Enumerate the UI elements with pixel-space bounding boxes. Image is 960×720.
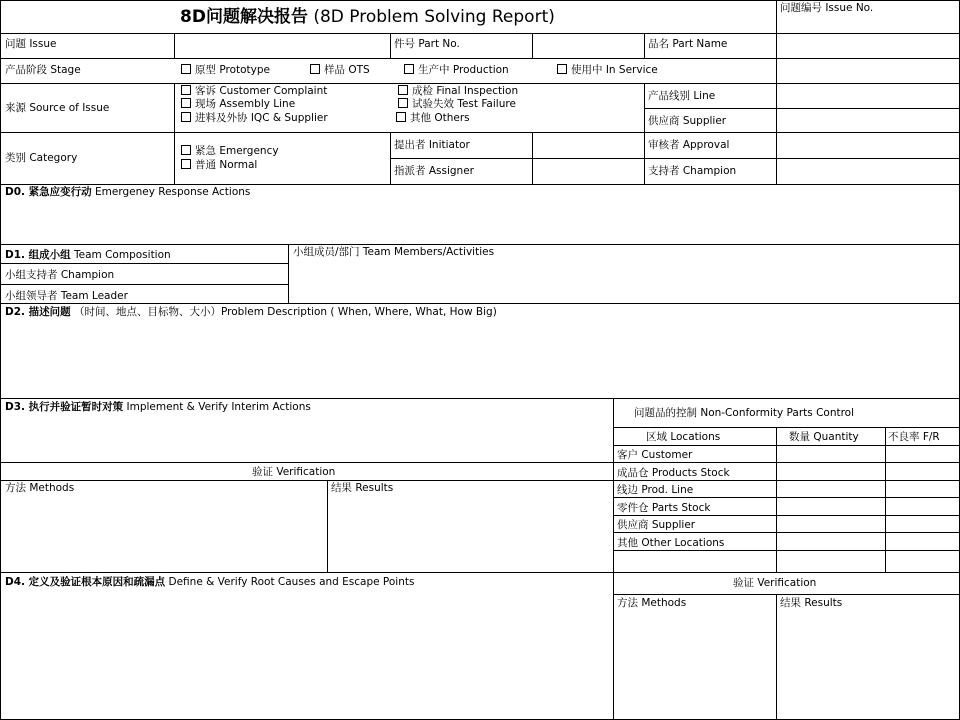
stage-option-label: 使用中 In Service bbox=[571, 64, 658, 76]
d0-heading-english: Emergeney Response Actions bbox=[95, 186, 251, 198]
rule bbox=[613, 594, 960, 595]
d1-heading-bold: D1. 组成小组 bbox=[5, 249, 71, 261]
location-row-label: 客户 Customer bbox=[617, 449, 693, 461]
supplier-field[interactable] bbox=[777, 109, 959, 132]
col-fr-header: 不良率 F/R bbox=[888, 431, 940, 443]
d3-methods-area[interactable] bbox=[1, 496, 327, 572]
d4-results-area[interactable] bbox=[777, 611, 959, 719]
rule bbox=[0, 244, 960, 245]
source-option-final-inspection[interactable] bbox=[398, 85, 518, 98]
location-row-label: 供应商 Supplier bbox=[617, 519, 696, 531]
d4-heading-bold: D4. 定义及验证根本原因和疏漏点 bbox=[5, 576, 166, 588]
source-option-label: 现场 Assembly Line bbox=[195, 98, 296, 110]
d3-heading bbox=[5, 401, 311, 414]
rule bbox=[0, 462, 613, 463]
category-option-emergency[interactable] bbox=[181, 145, 279, 158]
rule bbox=[613, 445, 960, 446]
rule bbox=[885, 427, 886, 572]
stage-option-prototype[interactable] bbox=[181, 64, 270, 77]
d4-content-area[interactable] bbox=[1, 590, 613, 719]
checkbox-icon bbox=[181, 64, 191, 74]
stage-option-label: 生产中 Production bbox=[418, 64, 509, 76]
team-champion-label: 小组支持者 Champion bbox=[5, 269, 115, 281]
team-leader-label: 小组领导者 Team Leader bbox=[5, 290, 128, 302]
part-name-label: 品名 Part Name bbox=[648, 38, 728, 50]
rule bbox=[0, 184, 960, 185]
d3-heading-bold: D3. 执行并验证暂时对策 bbox=[5, 401, 124, 413]
rule bbox=[0, 58, 960, 59]
source-option-customer-complaint[interactable] bbox=[181, 85, 327, 98]
rule bbox=[613, 480, 960, 481]
team-members-label: 小组成员/部门 Team Members/Activities bbox=[293, 246, 495, 258]
champion-label: 支持者 Champion bbox=[648, 165, 737, 177]
report-title-english: (8D Problem Solving Report) bbox=[313, 7, 555, 27]
product-line-label: 产品线别 Line bbox=[648, 90, 716, 102]
category-option-label: 紧急 Emergency bbox=[195, 145, 279, 157]
part-no-field[interactable] bbox=[533, 34, 644, 58]
issue-no-field[interactable] bbox=[777, 18, 959, 33]
d4-heading-english: Define & Verify Root Causes and Escape Points bbox=[168, 576, 415, 588]
d1-heading-english: Team Composition bbox=[74, 249, 171, 261]
source-option-label: 其他 Others bbox=[410, 112, 470, 124]
location-row-label: 其他 Other Locations bbox=[617, 537, 725, 549]
checkbox-icon bbox=[404, 64, 414, 74]
d2-content-area[interactable] bbox=[1, 320, 959, 398]
rule bbox=[174, 83, 175, 184]
rule bbox=[390, 132, 391, 184]
source-label: 来源 Source of Issue bbox=[5, 102, 110, 114]
stage-option-production[interactable] bbox=[404, 64, 509, 77]
checkbox-icon bbox=[398, 85, 408, 95]
source-option-label: 进料及外协 IQC & Supplier bbox=[195, 112, 328, 124]
d3-verification-label: 验证 Verification bbox=[252, 466, 336, 478]
source-option-test-failure[interactable] bbox=[398, 98, 516, 111]
rule bbox=[0, 263, 288, 264]
approval-field[interactable] bbox=[777, 133, 959, 158]
rule bbox=[613, 515, 960, 516]
d4-methods-label: 方法 Methods bbox=[617, 597, 687, 609]
rule bbox=[644, 83, 645, 184]
initiator-field[interactable] bbox=[533, 133, 644, 158]
checkbox-icon bbox=[181, 98, 191, 108]
team-members-area[interactable] bbox=[289, 260, 959, 303]
rule bbox=[0, 572, 960, 573]
d3-methods-label: 方法 Methods bbox=[5, 482, 75, 494]
report-title bbox=[180, 7, 555, 27]
d3-heading-english: Implement & Verify Interim Actions bbox=[126, 401, 311, 413]
rule bbox=[0, 398, 960, 399]
rule bbox=[613, 532, 960, 533]
approval-label: 审核者 Approval bbox=[648, 139, 730, 151]
category-option-label: 普通 Normal bbox=[195, 159, 258, 171]
location-row-label: 成品仓 Products Stock bbox=[617, 467, 730, 479]
d0-content-area[interactable] bbox=[1, 200, 959, 244]
d1-heading bbox=[5, 249, 171, 262]
issue-field[interactable] bbox=[175, 34, 390, 58]
d3-results-area[interactable] bbox=[328, 496, 613, 572]
source-option-label: 试验失效 Test Failure bbox=[412, 98, 516, 110]
source-option-iqc-supplier[interactable] bbox=[181, 112, 328, 125]
category-option-normal[interactable] bbox=[181, 159, 257, 172]
report-title-bold: 8D问题解决报告 bbox=[180, 7, 308, 27]
d4-verification-label: 验证 Verification bbox=[733, 577, 817, 589]
source-option-others[interactable] bbox=[396, 112, 470, 125]
d4-results-label: 结果 Results bbox=[780, 597, 843, 609]
d2-heading-english: （时间、地点、目标物、大小）Problem Description ( When, Where, What, How Big) bbox=[74, 306, 497, 318]
col-quantity-header: 数量 Quantity bbox=[789, 431, 859, 443]
rule bbox=[613, 550, 960, 551]
part-no-label: 件号 Part No. bbox=[394, 38, 460, 50]
d3-results-label: 结果 Results bbox=[331, 482, 394, 494]
d3-content-area[interactable] bbox=[1, 415, 613, 462]
rule bbox=[390, 33, 391, 58]
d0-heading bbox=[5, 186, 250, 199]
stage-label: 产品阶段 Stage bbox=[5, 64, 81, 76]
rule bbox=[613, 427, 960, 428]
rule bbox=[0, 480, 613, 481]
stage-option-label: 样品 OTS bbox=[324, 64, 370, 76]
part-name-field[interactable] bbox=[777, 34, 959, 58]
d2-heading bbox=[5, 306, 497, 319]
assigner-label: 指派者 Assigner bbox=[394, 165, 474, 177]
source-option-assembly-line[interactable] bbox=[181, 98, 295, 111]
checkbox-icon bbox=[398, 98, 408, 108]
initiator-label: 提出者 Initiator bbox=[394, 139, 470, 151]
rule bbox=[776, 427, 777, 572]
stage-option-ots[interactable] bbox=[310, 64, 370, 77]
stage-option-in-service[interactable] bbox=[557, 64, 658, 77]
assigner-field[interactable] bbox=[533, 159, 644, 184]
checkbox-icon bbox=[396, 112, 406, 122]
product-line-field[interactable] bbox=[777, 84, 959, 108]
rule bbox=[644, 33, 645, 58]
rule bbox=[0, 303, 960, 304]
d0-heading-bold: D0. 紧急应变行动 bbox=[5, 186, 92, 198]
d2-heading-bold: D2. 描述问题 bbox=[5, 306, 71, 318]
stage-option-label: 原型 Prototype bbox=[195, 64, 270, 76]
source-option-label: 客诉 Customer Complaint bbox=[195, 85, 328, 97]
champion-field[interactable] bbox=[777, 159, 959, 184]
checkbox-icon bbox=[310, 64, 320, 74]
rule bbox=[613, 497, 960, 498]
rule bbox=[0, 0, 960, 1]
issue-label: 问题 Issue bbox=[5, 38, 57, 50]
rule bbox=[613, 462, 960, 463]
category-label: 类别 Category bbox=[5, 152, 78, 164]
source-option-label: 成检 Final Inspection bbox=[412, 85, 519, 97]
checkbox-icon bbox=[181, 85, 191, 95]
issue-no-label: 问题编号 Issue No. bbox=[780, 2, 874, 14]
supplier-label: 供应商 Supplier bbox=[648, 115, 727, 127]
checkbox-icon bbox=[181, 145, 191, 155]
col-locations-header: 区域 Locations bbox=[646, 431, 721, 443]
nonconformity-title: 问题品的控制 Non-Conformity Parts Control bbox=[634, 407, 855, 419]
checkbox-icon bbox=[557, 64, 567, 74]
checkbox-icon bbox=[181, 112, 191, 122]
location-row-label: 线边 Prod. Line bbox=[617, 484, 694, 496]
d4-heading bbox=[5, 576, 414, 589]
d4-methods-area[interactable] bbox=[614, 611, 776, 719]
checkbox-icon bbox=[181, 159, 191, 169]
rule bbox=[0, 284, 288, 285]
location-row-label: 零件仓 Parts Stock bbox=[617, 502, 711, 514]
